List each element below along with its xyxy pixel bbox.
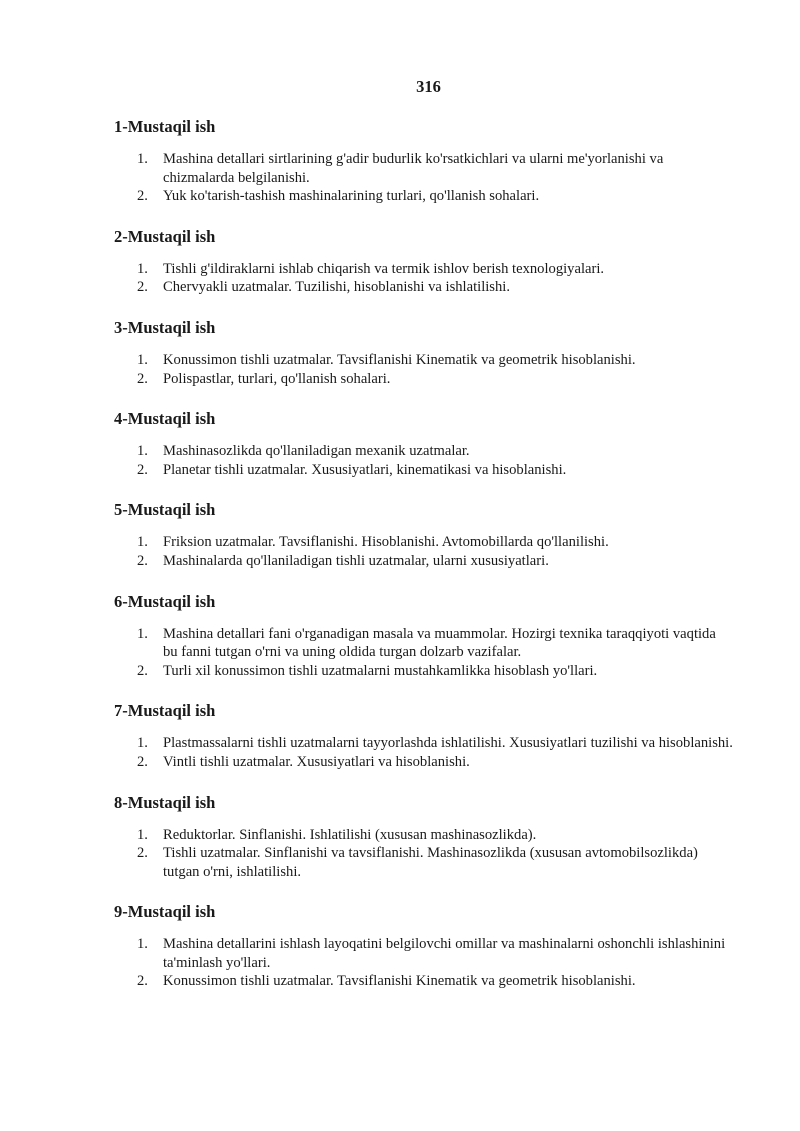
page-number: 316 <box>416 77 441 96</box>
task-list <box>114 533 734 570</box>
list-item-text: Turli xil konussimon tishli uzatmalarni mustahkamlikka hisoblash yo'llari. <box>163 662 598 679</box>
list-item <box>114 662 734 681</box>
list-item-number: 2. <box>137 461 148 478</box>
document-content <box>114 113 734 991</box>
list-item <box>114 826 734 845</box>
section-title: 3-Mustaqil ish <box>114 317 216 337</box>
list-item-number: 1. <box>137 625 148 642</box>
section-title: 5-Mustaqil ish <box>114 500 216 520</box>
section-title: 7-Mustaqil ish <box>114 701 216 721</box>
section-title: 1-Mustaqil ish <box>114 117 216 136</box>
section-title: 2-Mustaqil ish <box>114 226 216 246</box>
list-item-number: 2. <box>137 552 148 569</box>
list-item-number: 1. <box>137 443 148 460</box>
list-item-text: Reduktorlar. Sinflanishi. Ishlatilishi (xususan mashinasozlikda). <box>163 826 537 843</box>
list-item <box>114 935 734 972</box>
section-1 <box>114 113 734 206</box>
list-item-text: Konussimon tishli uzatmalar. Tavsiflanishi Kinematik va geometrik hisoblanishi. <box>163 351 636 368</box>
list-item <box>114 461 734 480</box>
list-item <box>114 625 734 662</box>
task-list <box>114 150 734 206</box>
list-item-number: 1. <box>137 151 148 167</box>
list-item-number: 2. <box>137 370 148 387</box>
list-item-number: 1. <box>137 260 148 277</box>
list-item <box>114 844 734 881</box>
list-item <box>114 972 734 991</box>
section-2 <box>114 223 734 297</box>
section-6 <box>114 588 734 681</box>
task-list <box>114 826 734 882</box>
list-item-text: Mashina detallari sirtlarining g'adir budurlik ko'rsatkichlari va ularni me'yorlanishi va chizmalarda belgilanishi. <box>163 151 664 186</box>
list-item-text: Mashinalarda qo'llaniladigan tishli uzatmalar, ularni xususiyatlari. <box>163 552 549 569</box>
list-item <box>114 370 734 389</box>
list-item <box>114 734 734 753</box>
list-item <box>114 278 734 297</box>
list-item-text: Friksion uzatmalar. Tavsiflanishi. Hisoblanishi. Avtomobillarda qo'llanilishi. <box>163 534 609 551</box>
list-item-text: Tishli g'ildiraklarni ishlab chiqarish va termik ishlov berish texnologiyalari. <box>163 260 605 277</box>
section-3 <box>114 314 734 388</box>
section-title: 9-Mustaqil ish <box>114 902 216 922</box>
list-item <box>114 351 734 370</box>
list-item-number: 2. <box>137 753 148 770</box>
list-item-text: Chervyakli uzatmalar. Tuzilishi, hisoblanishi va ishlatilishi. <box>163 279 510 296</box>
list-item-number: 1. <box>137 351 148 368</box>
task-list <box>114 935 734 991</box>
list-item-text: Polispastlar, turlari, qo'llanish sohalari. <box>163 370 391 387</box>
list-item-text: Mashinasozlikda qo'llaniladigan mexanik uzatmalar. <box>163 443 470 460</box>
list-item-number: 1. <box>137 936 148 953</box>
list-item-text: Tishli uzatmalar. Sinflanishi va tavsiflanishi. Mashinasozlikda (xususan avtomobilsozlikda) tutgan o'rni, ishlatilishi. <box>163 845 698 880</box>
list-item <box>114 150 734 187</box>
task-list <box>114 625 734 681</box>
list-item-number: 2. <box>137 845 148 862</box>
list-item-text: Planetar tishli uzatmalar. Xususiyatlari, kinematikasi va hisoblanishi. <box>163 461 567 478</box>
list-item-text: Konussimon tishli uzatmalar. Tavsiflanishi Kinematik va geometrik hisoblanishi. <box>163 973 636 990</box>
section-5 <box>114 496 734 570</box>
list-item-text: Yuk ko'tarish-tashish mashinalarining turlari, qo'llanish sohalari. <box>163 188 540 205</box>
list-item <box>114 533 734 552</box>
list-item-number: 2. <box>137 279 148 296</box>
list-item-number: 2. <box>137 188 148 205</box>
list-item-text: Mashina detallarini ishlash layoqatini belgilovchi omillar va mashinalarni oshonchli ishlashinini ta'minlash yo'llari. <box>163 936 726 971</box>
section-4 <box>114 405 734 479</box>
task-list <box>114 734 734 771</box>
list-item-number: 1. <box>137 735 148 752</box>
list-item-number: 1. <box>137 826 148 843</box>
list-item <box>114 442 734 461</box>
list-item <box>114 753 734 772</box>
list-item <box>114 552 734 571</box>
list-item-number: 2. <box>137 662 148 679</box>
task-list <box>114 442 734 479</box>
list-item-text: Mashina detallari fani o'rganadigan masala va muammolar. Hozirgi texnika taraqqiyoti vaqtida bu fanni tutgan o'rni va uning oldida turgan dolzarb vazifalar. <box>163 625 716 661</box>
section-8 <box>114 789 734 882</box>
list-item-text: Vintli tishli uzatmalar. Xususiyatlari va hisoblanishi. <box>163 753 470 770</box>
section-7 <box>114 697 734 771</box>
list-item-number: 2. <box>137 973 148 990</box>
list-item-text: Plastmassalarni tishli uzatmalarni tayyorlashda ishlatilishi. Xususiyatlari tuzilishi va hisoblanishi. <box>163 735 733 752</box>
section-9 <box>114 898 734 991</box>
section-title: 8-Mustaqil ish <box>114 792 216 812</box>
list-item-number: 1. <box>137 534 148 551</box>
list-item <box>114 187 734 206</box>
section-title: 6-Mustaqil ish <box>114 591 216 611</box>
task-list <box>114 351 734 388</box>
list-item <box>114 260 734 279</box>
task-list <box>114 260 734 297</box>
section-title: 4-Mustaqil ish <box>114 409 216 429</box>
